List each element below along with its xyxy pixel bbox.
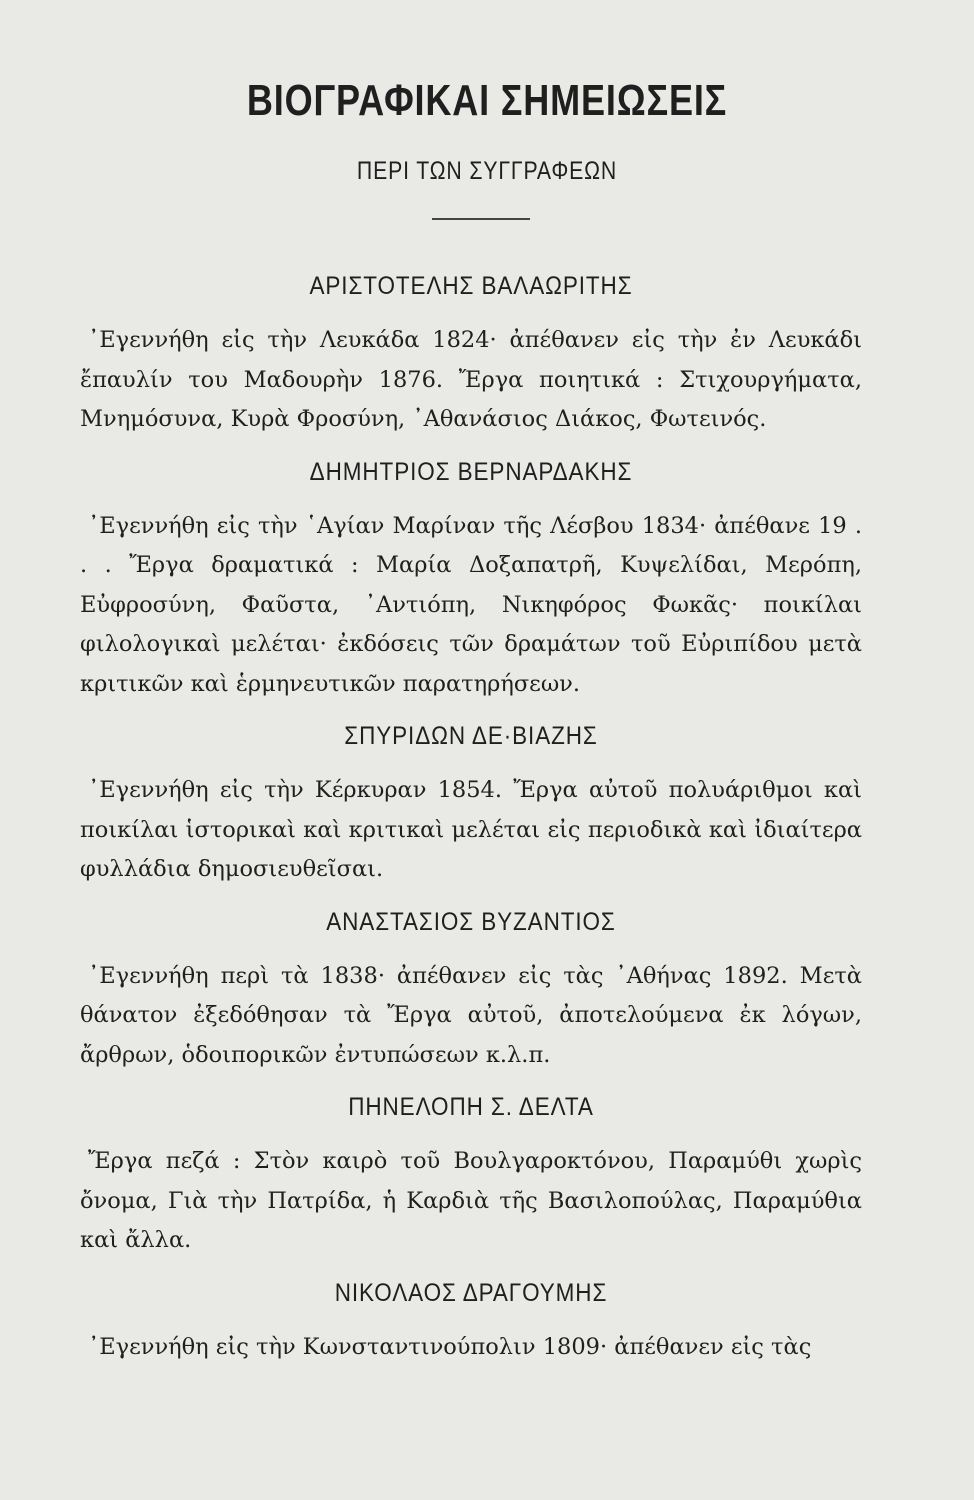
author-bio: Ἔργα πεζά : Στὸν καιρὸ τοῦ Βουλγαροκτόνου, Παραμύθι χωρὶς ὄνομα, Γιὰ τὴν Πατρίδα, ἡ Καρδιὰ τῆς Βασιλοπούλας, Παραμύθια καὶ ἄλλα. [80, 1148, 862, 1253]
page-subtitle: ΠΕΡΙ ΤΩΝ ΣΥΓΓΡΑΦΕΩΝ [356, 157, 618, 185]
author-bio: ᾿Εγεννήθη εἰς τὴν Κωνσταντινούπολιν 1809· ἀπέθανεν εἰς τὰς [88, 1333, 812, 1360]
author-bio: ᾿Εγεννήθη περὶ τὰ 1838· ἀπέθανεν εἰς τὰς ᾿Αθήνας 1892. Μετὰ θάνατον ἐξεδόθησαν τὰ Ἔργα αὐτοῦ, ἀποτελούμενα ἐκ λόγων, ἄρθρων, ὁδοιπορικῶν ἐντυπώσεων κ.λ.π. [80, 962, 862, 1068]
title-divider [432, 218, 530, 220]
author-bio: ᾿Εγεννήθη εἰς τὴν Κέρκυραν 1854. Ἔργα αὐτοῦ πολυάριθμοι καὶ ποικίλαι ἱστορικαὶ καὶ κριτικαὶ μελέται εἰς περιοδικὰ καὶ ἰδιαίτερα φυλλάδια δημοσιευθεῖσαι. [80, 777, 862, 882]
author-name: ΑΝΑΣΤΑΣΙΟΣ ΒΥΖΑΝΤΙΟΣ [326, 907, 616, 936]
entries-list [80, 268, 862, 1367]
author-name: ΣΠΥΡΙΔΩΝ ΔΕ·ΒΙΑΖΗΣ [344, 722, 598, 750]
author-bio: ᾿Εγεννήθη εἰς τὴν ῾Αγίαν Μαρίναν τῆς Λέσβου 1834· ἀπέθανε 19 . . . Ἔργα δραματικά : Μαρία Δοξαπατρῆ, Κυψελίδαι, Μερόπη, Εὐφροσύνη, Φαῦστα, ᾿Αντιόπη, Νικηφόρος Φωκᾶς· ποικίλαι φιλολογικαὶ μελέται· ἐκδόσεις τῶν δραμάτων τοῦ Εὐριπίδου μετὰ κριτικῶν καὶ ἑρμηνευτικῶν παρατηρήσεων. [80, 512, 862, 697]
author-name: ΔΗΜΗΤΡΙΟΣ ΒΕΡΝΑΡΔΑΚΗΣ [309, 457, 633, 486]
author-bio: ᾿Εγεννήθη εἰς τὴν Λευκάδα 1824· ἀπέθανεν εἰς τὴν ἐν Λευκάδι ἔπαυλίν του Μαδουρὴν 1876. Ἔργα ποιητικά : Στιχουργήματα, Μνημόσυνα, Κυρὰ Φροσύνη, ᾿Αθανάσιος Διάκος, Φωτεινός. [80, 327, 862, 432]
author-name: ΑΡΙΣΤΟΤΕΛΗΣ ΒΑΛΑΩΡΙΤΗΣ [309, 272, 633, 300]
author-name: ΝΙΚΟΛΑΟΣ ΔΡΑΓΟΥΜΗΣ [334, 1278, 608, 1307]
page-title: ΒΙΟΓΡΑΦΙΚΑΙ ΣΗΜΕΙΩΣΕΙΣ [246, 76, 728, 125]
author-name: ΠΗΝΕΛΟΠΗ Σ. ΔΕΛΤΑ [348, 1093, 594, 1121]
